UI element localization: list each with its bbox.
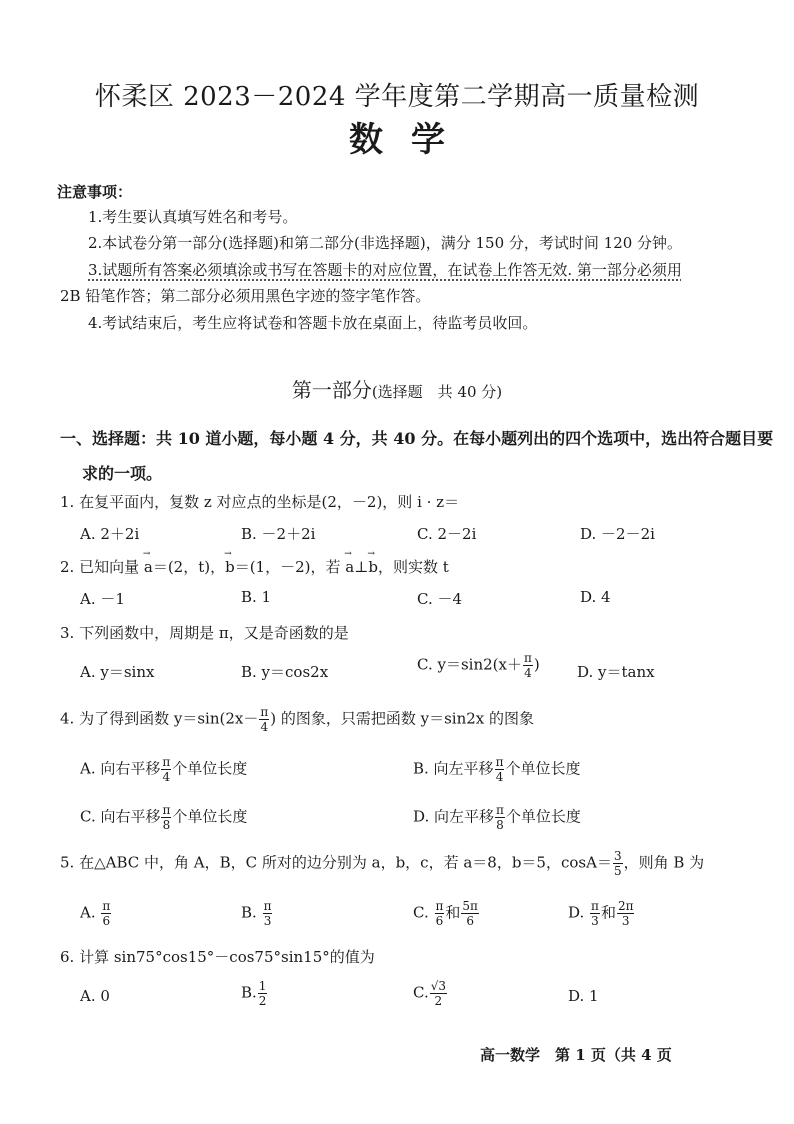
numerator: π	[591, 899, 599, 913]
fraction	[617, 900, 635, 927]
denominator: 2	[434, 994, 443, 1008]
notice-item: 3.试题所有答案必须填涂或书写在答题卡的对应位置，在试卷上作答无效. 第一部分必须用	[88, 261, 682, 279]
and-text: 和	[445, 903, 461, 922]
fraction	[263, 900, 273, 927]
q2-text: ＝(2，t)，	[152, 558, 226, 576]
numerator: √3	[430, 979, 446, 993]
q4-option-a	[80, 756, 247, 783]
denominator: 3	[263, 914, 272, 928]
vector-a: → a	[144, 558, 153, 576]
q1-option-c: C. 2－2i	[417, 525, 477, 543]
q3-c-text: C. y＝sin2(x＋	[417, 655, 522, 674]
q4-option-b	[413, 756, 580, 783]
q1-option-b: B. －2＋2i	[241, 525, 316, 543]
q3-c-text: )	[533, 655, 540, 674]
q4-b-text: 个单位长度	[505, 759, 581, 778]
option-label: D.	[568, 903, 585, 922]
denominator: 4	[162, 770, 171, 784]
fraction	[590, 900, 600, 927]
q4-text: ) 的图象，只需把函数 y＝sin2x 的图象	[270, 709, 535, 728]
denominator: 4	[260, 720, 269, 734]
q3-option-c	[417, 652, 540, 679]
q5-option-b	[241, 900, 273, 927]
fraction	[430, 980, 447, 1007]
fraction	[259, 706, 269, 733]
q5-option-c	[413, 900, 480, 927]
denominator: 4	[524, 666, 532, 680]
fraction	[161, 756, 171, 783]
question-1-stem: 1. 在复平面内，复数 z 对应点的坐标是(2，－2)，则 i · z＝	[60, 493, 460, 511]
notice-item: 4.考试结束后，考生应将试卷和答题卡放在桌面上，待监考员收回。	[88, 314, 538, 332]
denominator: 4	[495, 770, 504, 784]
q5-option-a	[80, 900, 112, 927]
question-4-stem	[60, 706, 534, 733]
option-label: C.	[413, 983, 429, 1002]
section-one-instructions: 一、选择题：共 10 道小题，每小题 4 分，共 40 分。在每小题列出的四个选项中，选出符合题目要	[60, 429, 774, 448]
fraction	[161, 804, 171, 831]
q2-option-d: D. 4	[580, 588, 611, 606]
q5-option-d	[568, 900, 635, 927]
vector-a: → a	[345, 558, 354, 576]
numerator: 5π	[462, 899, 478, 913]
denominator: 8	[496, 818, 504, 832]
q4-text: 4. 为了得到函数 y＝sin(2x－	[60, 709, 259, 728]
q5-text: 5. 在△ABC 中，角 A，B，C 所对的边分别为 a，b，c，若 a＝8，b＝5，cosA＝	[60, 853, 612, 872]
q2-option-c: C. －4	[417, 590, 463, 608]
section-one-instructions-cont: 求的一项。	[82, 464, 163, 483]
notice-item: 1.考生要认真填写姓名和考号。	[88, 208, 298, 226]
q4-option-d	[413, 804, 581, 831]
numerator: π	[435, 899, 444, 913]
numerator: 2π	[617, 899, 634, 913]
denominator: 8	[162, 818, 171, 832]
q3-option-a: A. y＝sinx	[80, 663, 155, 681]
numerator: π	[523, 651, 532, 665]
q1-option-d: D. －2－2i	[580, 525, 655, 543]
numerator: π	[162, 803, 171, 817]
question-5-stem	[60, 850, 704, 877]
option-label: B.	[241, 903, 257, 922]
q2-text: ，则实数 t	[377, 558, 449, 576]
fraction	[101, 900, 111, 927]
option-label: C.	[413, 903, 429, 922]
and-text: 和	[600, 903, 616, 922]
fraction	[495, 756, 505, 783]
q4-b-text: B. 向左平移	[413, 759, 494, 778]
fraction	[613, 850, 623, 877]
exam-title: 怀柔区 2023－2024 学年度第二学期高一质量检测	[94, 82, 700, 112]
fraction	[495, 804, 505, 831]
q4-d-text: D. 向左平移	[413, 807, 495, 826]
option-label: B.	[241, 983, 257, 1002]
q4-d-text: 个单位长度	[505, 807, 581, 826]
vector-b: → b	[368, 558, 378, 576]
q2-text: ＝(1，－2)，若	[234, 558, 346, 576]
q4-a-text: 个单位长度	[172, 759, 248, 778]
fraction	[258, 980, 268, 1007]
denominator: 6	[466, 914, 474, 928]
q3-option-d: D. y＝tanx	[577, 663, 655, 681]
page-footer: 高一数学 第 1 页（共 4 页	[480, 1046, 672, 1064]
q2-option-b: B. 1	[241, 588, 272, 606]
denominator: 6	[102, 914, 111, 928]
fraction	[435, 900, 445, 927]
numerator: π	[496, 803, 504, 817]
part-one-label: 第一部分	[291, 378, 372, 402]
perp-symbol: ⊥	[354, 558, 369, 576]
part-one-note: (选择题 共 40 分)	[371, 383, 503, 401]
option-label: A.	[80, 903, 96, 922]
q6-option-a: A. 0	[80, 987, 110, 1005]
question-3-stem: 3. 下列函数中，周期是 π，又是奇函数的是	[60, 624, 349, 642]
numerator: π	[162, 755, 171, 769]
q6-option-d: D. 1	[568, 987, 599, 1005]
notice-heading: 注意事项：	[57, 183, 133, 201]
subject-title: 数学	[349, 120, 473, 160]
notice-item: 2.本试卷分第一部分(选择题)和第二部分(非选择题)，满分 150 分，考试时间 120 分钟。	[88, 234, 683, 252]
numerator: 3	[613, 849, 622, 863]
denominator: 3	[591, 914, 599, 928]
fraction	[461, 900, 479, 927]
vector-b: → b	[225, 558, 235, 576]
numerator: π	[102, 899, 111, 913]
denominator: 3	[621, 914, 630, 928]
q5-text: ，则角 B 为	[623, 853, 705, 872]
question-2-stem	[60, 556, 449, 577]
numerator: π	[495, 755, 504, 769]
q4-c-text: C. 向右平移	[80, 807, 161, 826]
numerator: 1	[258, 979, 267, 993]
q6-option-c	[413, 980, 448, 1007]
notice-item: 2B 铅笔作答；第二部分必须用黑色字迹的签字笔作答。	[60, 287, 431, 305]
denominator: 6	[435, 914, 444, 928]
q1-option-a: A. 2＋2i	[80, 525, 140, 543]
q4-a-text: A. 向右平移	[80, 759, 161, 778]
q2-text: 2. 已知向量	[60, 558, 144, 576]
q4-option-c	[80, 804, 247, 831]
denominator: 5	[613, 864, 622, 878]
part-one-title	[0, 374, 794, 403]
numerator: π	[260, 705, 269, 719]
q6-option-b	[241, 980, 268, 1007]
numerator: π	[263, 899, 272, 913]
q3-option-b: B. y＝cos2x	[241, 663, 329, 681]
question-6-stem: 6. 计算 sin75°cos15°－cos75°sin15°的值为	[60, 948, 375, 966]
q4-c-text: 个单位长度	[172, 807, 248, 826]
denominator: 2	[258, 994, 267, 1008]
q2-option-a: A. －1	[80, 590, 125, 608]
fraction	[523, 652, 533, 679]
